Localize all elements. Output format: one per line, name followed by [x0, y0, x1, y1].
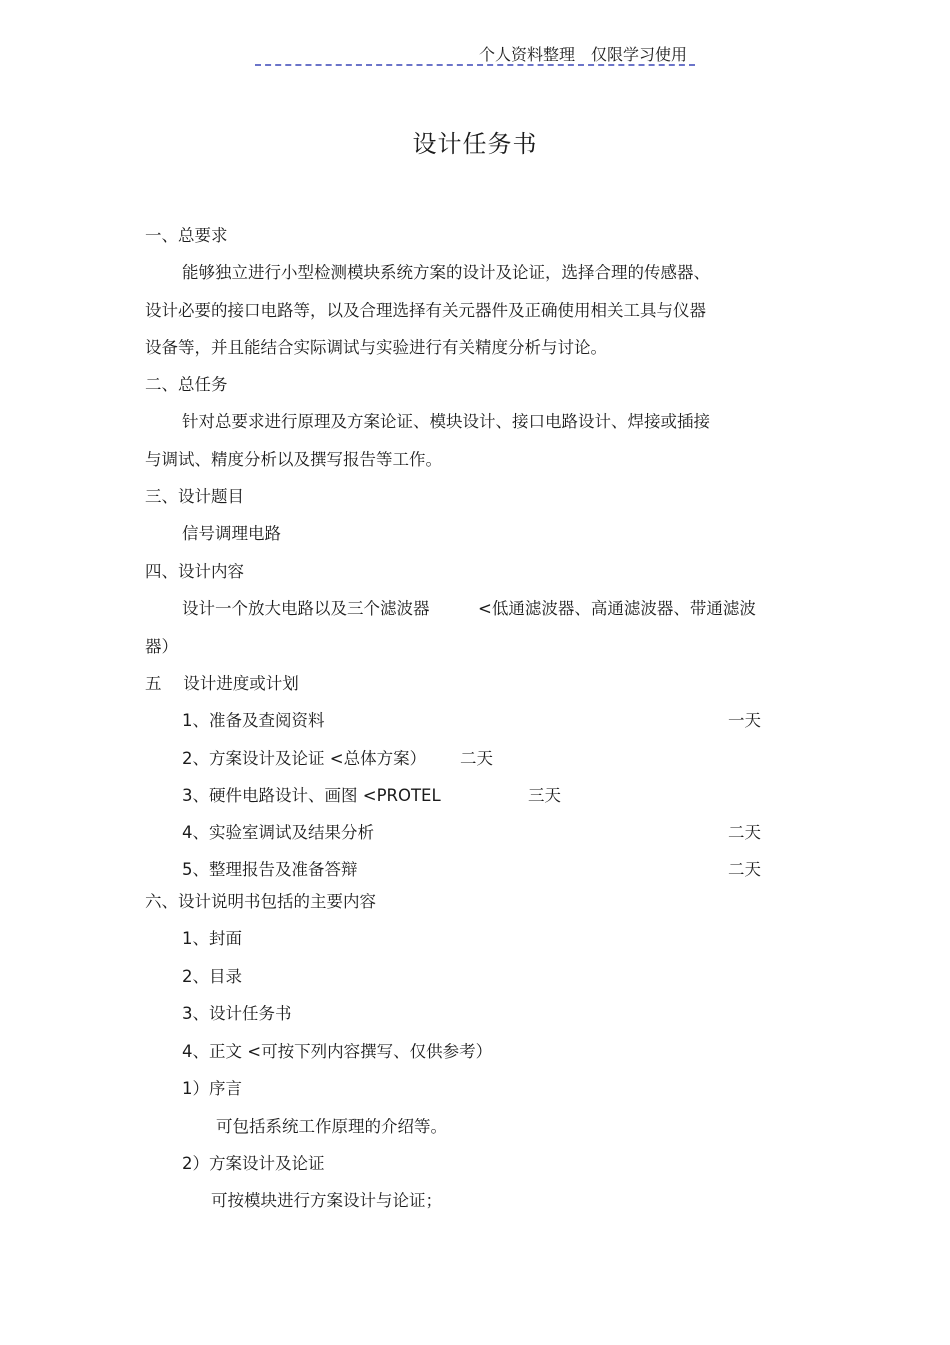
schedule-item-label: 2、方案设计及论证 <总体方案）: [182, 749, 427, 768]
schedule-item-label: 5、整理报告及准备答辩: [182, 860, 358, 879]
contents-subitem: 2）方案设计及论证: [182, 1154, 325, 1173]
section-5-heading: 五 设计进度或计划: [145, 674, 299, 693]
schedule-item-label: 1、准备及查阅资料: [182, 711, 325, 730]
contents-subitem-description: 可包括系统工作原理的介绍等。: [216, 1117, 447, 1136]
schedule-item-label: 4、实验室调试及结果分析: [182, 823, 374, 842]
contents-item: 4、正文 <可按下列内容撰写、仅供参考）: [182, 1042, 493, 1061]
section-4-paragraph-part-2: <低通滤波器、高通滤波器、带通滤波: [478, 599, 756, 618]
document-title: 设计任务书: [412, 130, 538, 158]
section-2-paragraph-line-1: 针对总要求进行原理及方案论证、模块设计、接口电路设计、焊接或插接: [182, 412, 710, 431]
contents-subitem: 1）序言: [182, 1079, 242, 1098]
contents-item: 1、封面: [182, 929, 242, 948]
section-2-heading: 二、总任务: [145, 375, 228, 394]
schedule-item-label: 3、硬件电路设计、画图 <PROTEL: [182, 786, 441, 805]
section-1-heading: 一、总要求: [145, 226, 228, 245]
contents-subitem-description: 可按模块进行方案设计与论证；: [211, 1191, 442, 1210]
contents-item: 2、目录: [182, 967, 242, 986]
section-4-paragraph-line-2: 器）: [145, 637, 178, 656]
section-3-content: 信号调理电路: [182, 524, 281, 543]
section-1-paragraph-line-2: 设计必要的接口电路等，以及合理选择有关元器件及正确使用相关工具与仪器: [145, 301, 706, 320]
section-4-paragraph-part-1: 设计一个放大电路以及三个滤波器: [182, 599, 430, 618]
schedule-item-time: 二天: [460, 749, 493, 768]
section-1-paragraph-line-3: 设备等，并且能结合实际调试与实验进行有关精度分析与讨论。: [145, 338, 607, 357]
header-text: 个人资料整理 仅限学习使用: [478, 45, 687, 64]
schedule-item-time: 二天: [728, 860, 761, 879]
section-1-paragraph-line-1: 能够独立进行小型检测模块系统方案的设计及论证，选择合理的传感器、: [182, 263, 710, 282]
schedule-item-time: 一天: [728, 711, 761, 730]
section-4-heading: 四、设计内容: [145, 562, 244, 581]
schedule-item-time: 三天: [528, 786, 561, 805]
section-6-heading: 六、设计说明书包括的主要内容: [145, 892, 376, 911]
section-3-heading: 三、设计题目: [145, 487, 244, 506]
schedule-item-time: 二天: [728, 823, 761, 842]
contents-item: 3、设计任务书: [182, 1004, 292, 1023]
section-2-paragraph-line-2: 与调试、精度分析以及撰写报告等工作。: [145, 450, 442, 469]
page-header: [255, 42, 695, 66]
